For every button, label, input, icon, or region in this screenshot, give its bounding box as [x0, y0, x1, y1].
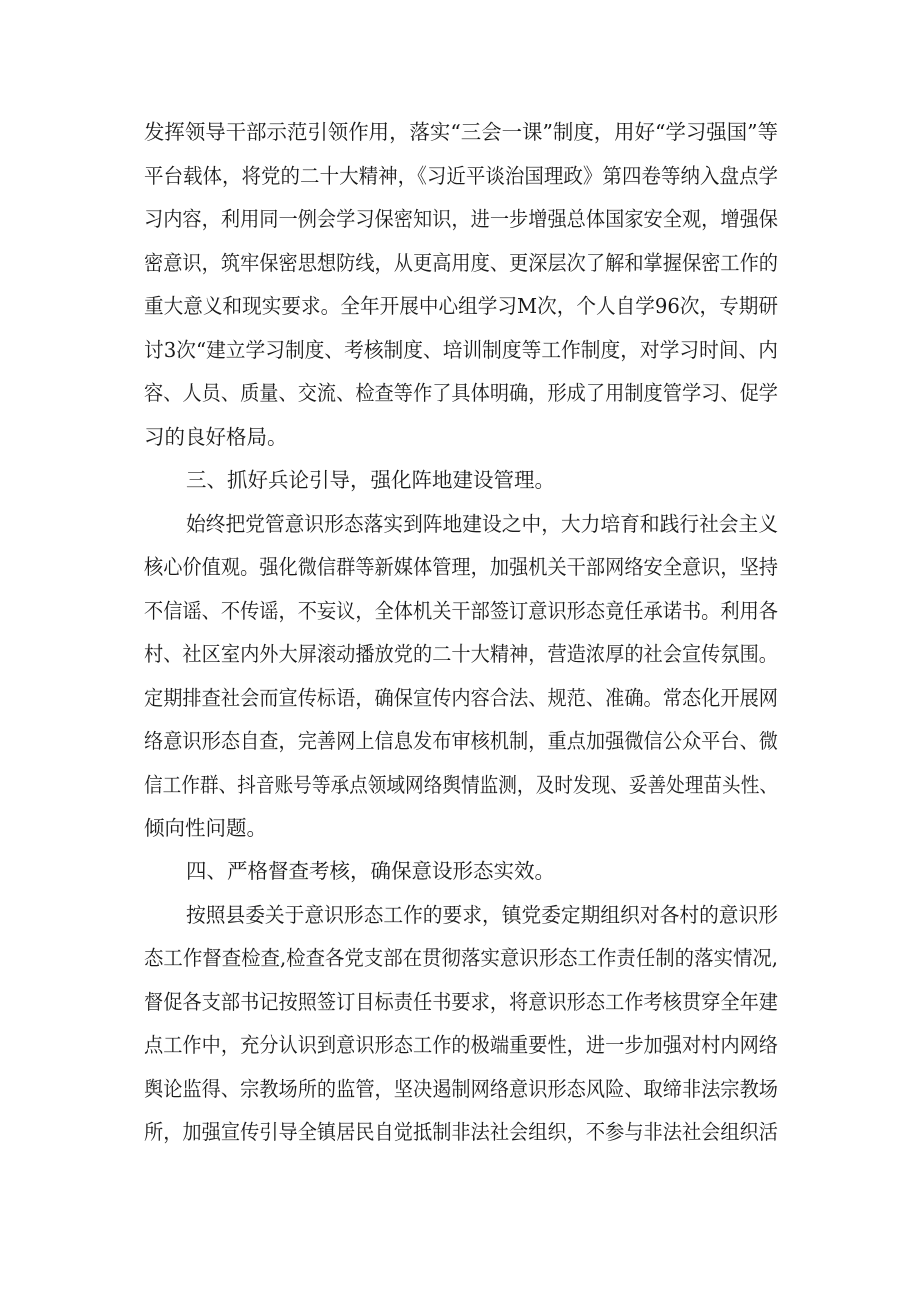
- text-line: [0, 1071, 920, 1107]
- text-line: [0, 1114, 920, 1150]
- paragraph-line: 络意识形态自查，完善网上信息发布审核机制，重点加强微信公众平台、微: [144, 729, 779, 753]
- paragraph-line: 密意识，筑牢保密思想防线，从更高用度、更深层次了解和掌握保密工作的: [144, 251, 779, 275]
- paragraph-line: 信工作群、抖音账号等承点领域网络舆情监测，及时发现、妥善处理苗头性、: [144, 773, 778, 797]
- paragraph-line: 点工作中，充分认识到意识形态工作的极端重要性，进一步加强对村内网络: [144, 1033, 779, 1057]
- paragraph-line: 始终把党管意识形态落实到阵地建设之中，大力培育和践行社会主义: [186, 512, 778, 536]
- text-line: [0, 1027, 920, 1063]
- paragraph-line: 村、社区室内外大屏滚动播放党的二十大精神，营造浓厚的社会宣传氛围。: [144, 642, 779, 666]
- paragraph-line: 不信谣、不传谣，不妄议，全体机关干部签订意识形态竟任承诺书。利用各: [144, 599, 779, 623]
- text-line: [0, 506, 920, 542]
- text-line: [0, 419, 920, 455]
- text-line: [0, 332, 920, 368]
- text-line: [0, 810, 920, 846]
- text-line: [0, 767, 920, 803]
- paragraph-line: 核心价值观。强化微信群等新媒体管理，加强机关干部网络安全意识，坚持: [144, 555, 779, 579]
- paragraph-line: 督促各支部书记按照签订目标责任书要求，将意识形态工作考核贯穿全年建: [144, 990, 779, 1014]
- text-line: [0, 680, 920, 716]
- paragraph-line: 发挥领导干部示范引领作用，落实“三会一课”制度，用好“学习强国”等: [144, 120, 779, 144]
- section-heading: [0, 853, 920, 889]
- paragraph-line: 平台载体，将党的二十大精神，《习近平谈治国理政》第四卷等纳入盘点学: [144, 164, 779, 188]
- text-line: [0, 288, 920, 324]
- text-line: [0, 723, 920, 759]
- text-line: [0, 158, 920, 194]
- text-line: [0, 984, 920, 1020]
- paragraph-line: 所，加强宣传引导全镇居民自觉抵制非法社会组织，不参与非法社会组织活: [144, 1120, 779, 1144]
- text-line: [0, 940, 920, 976]
- paragraph-line: 态工作督查检查,检查各党支部在贯彻落实意识形态工作责任制的落实情况,: [144, 946, 778, 970]
- section-heading-text: 四、严格督查考核，确保意设形态实效。: [186, 859, 555, 883]
- paragraph-line: 习内容，利用同一例会学习保密知识，进一步增强总体国家安全观，增强保: [144, 207, 779, 231]
- paragraph-line: 重大意义和现实要求。全年开展中心组学习M次，个人自学96次，专期研: [144, 294, 779, 318]
- text-line: [0, 245, 920, 281]
- section-heading: [0, 462, 920, 498]
- paragraph-line: 按照县委关于意识形态工作的要求，镇党委定期组织对各村的意识形: [186, 903, 778, 927]
- text-line: [0, 593, 920, 629]
- paragraph-line: 讨3次“建立学习制度、考核制度、培训制度等工作制度，对学习时间、内: [144, 338, 778, 362]
- paragraph-line: 舆论监得、宗教场所的监管，坚决遏制网络意识形态风险、取缔非法宗教场: [144, 1077, 779, 1101]
- section-heading-text: 三、抓好兵论引导，强化阵地建设管理。: [186, 468, 555, 492]
- text-line: [0, 636, 920, 672]
- paragraph-line: 倾向性问题。: [144, 816, 267, 840]
- text-line: [0, 897, 920, 933]
- text-line: [0, 375, 920, 411]
- text-line: [0, 201, 920, 237]
- paragraph-line: 定期排查社会而宣传标语，确保宣传内容合法、规范、准确。常态化开展网: [144, 686, 779, 710]
- text-line: [0, 549, 920, 585]
- paragraph-line: 容、人员、质量、交流、检查等作了具体明确，形成了用制度管学习、促学: [144, 381, 779, 405]
- text-line: [0, 114, 920, 150]
- paragraph-line: 习的良好格局。: [144, 425, 288, 449]
